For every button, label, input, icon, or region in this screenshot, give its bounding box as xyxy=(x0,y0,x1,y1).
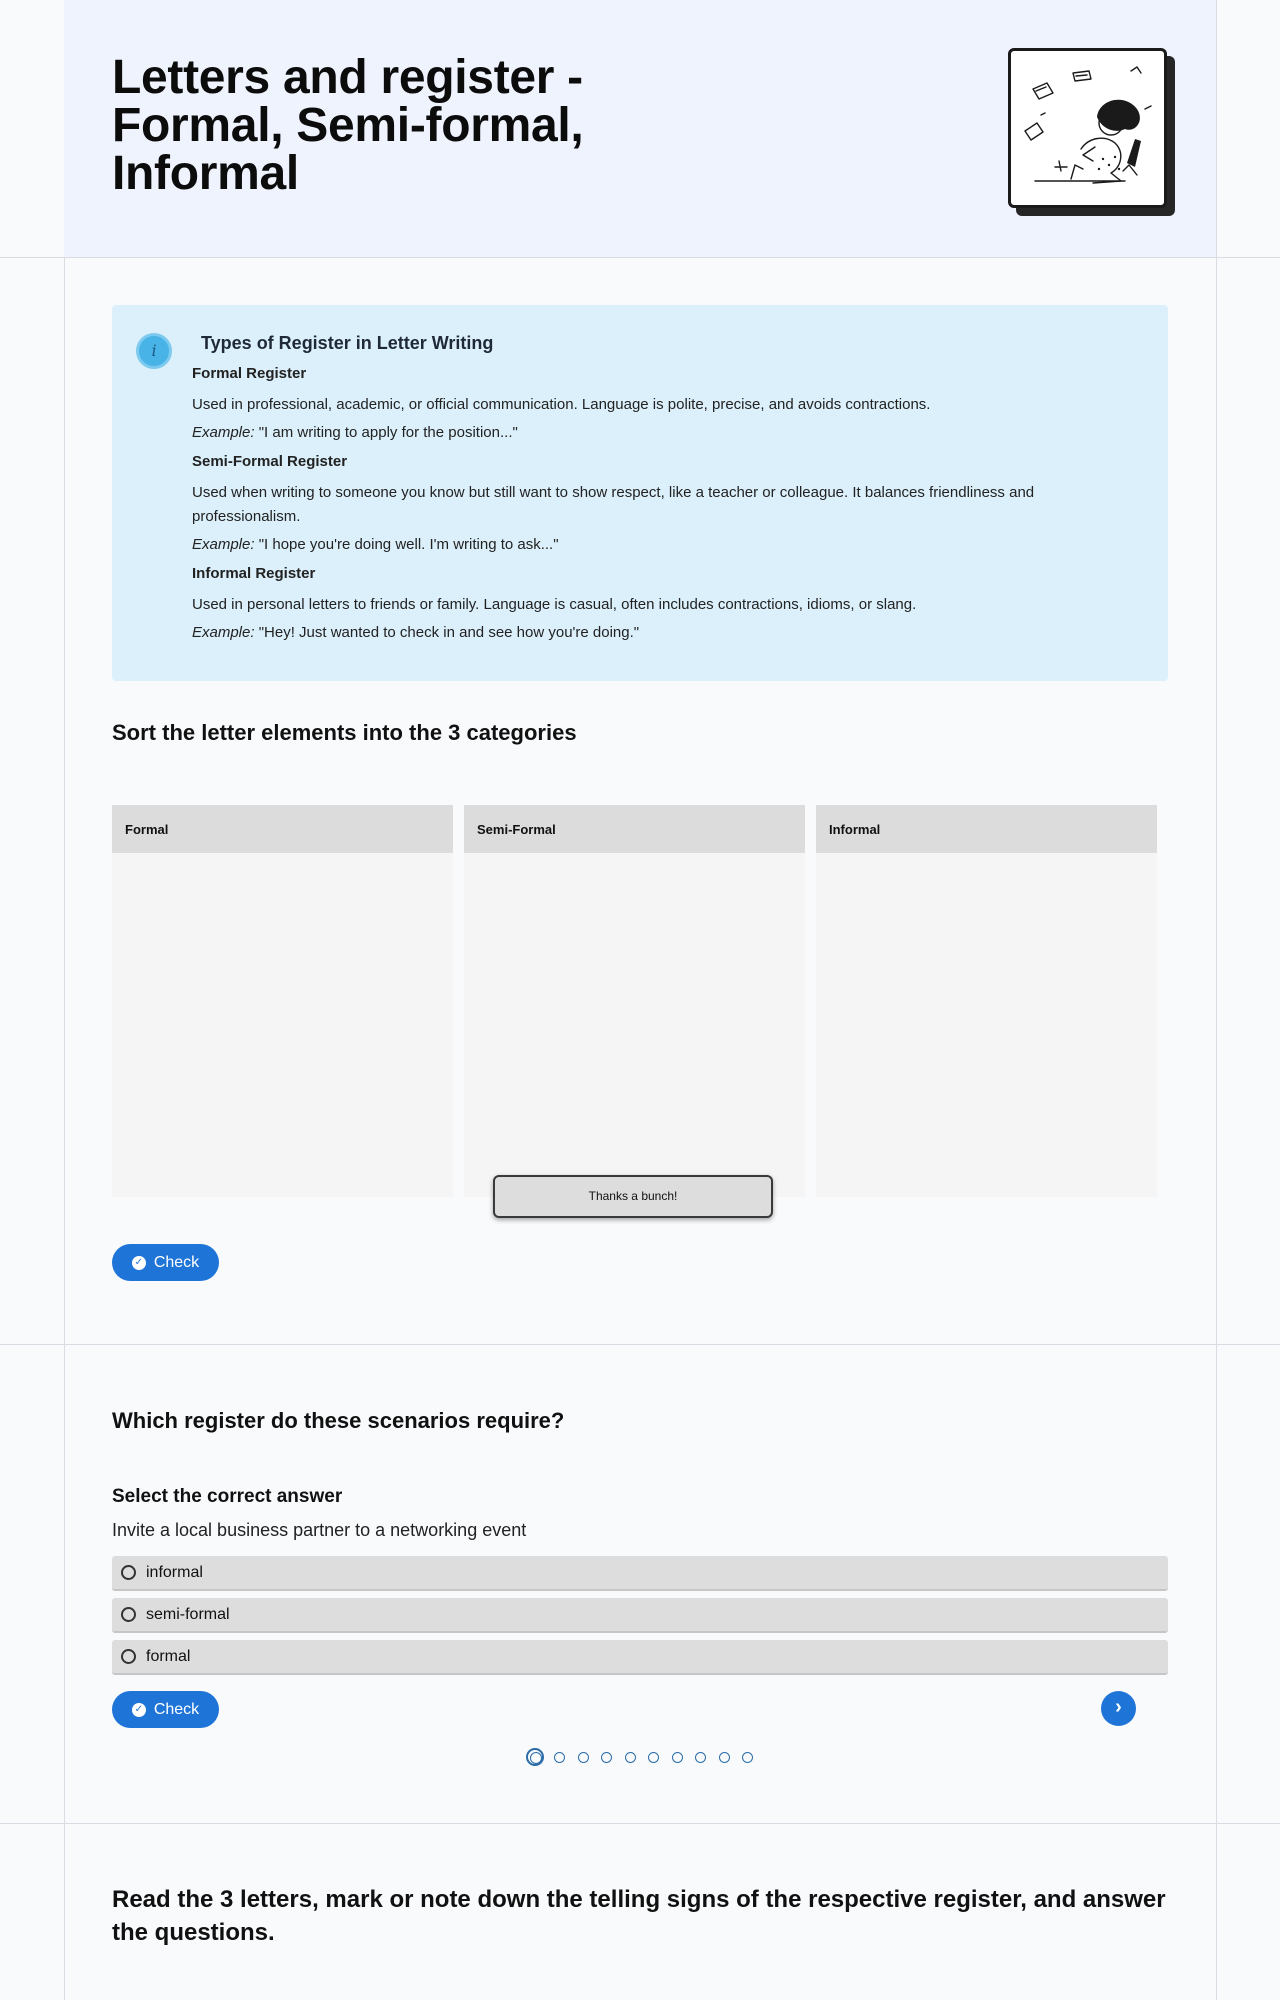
info-body xyxy=(192,364,1132,652)
chevron-right-icon: › xyxy=(1115,1696,1122,1718)
semi-formal-text: Used when writing to someone you know but still want to show respect, like a teacher or colleague. It balances friendliness and professionalism. xyxy=(192,484,1035,525)
example-text: "I am writing to apply for the position..." xyxy=(258,424,518,441)
pager-dot[interactable] xyxy=(742,1752,753,1763)
illustration-graphic xyxy=(1011,51,1164,205)
answer-option-formal[interactable] xyxy=(112,1640,1168,1675)
formal-text: Used in professional, academic, or official communication. Language is polite, precise, and avoids contractions. xyxy=(192,396,931,413)
check-circle-icon: ✓ xyxy=(132,1256,146,1270)
register-info-box xyxy=(112,305,1168,681)
header-divider xyxy=(0,257,1280,258)
check-circle-icon: ✓ xyxy=(132,1703,146,1717)
formal-example xyxy=(192,423,1132,443)
radio-button[interactable] xyxy=(121,1649,136,1664)
check-button-label: Check xyxy=(153,1700,200,1718)
sort-title: Sort the letter elements into the 3 categories xyxy=(112,720,577,745)
info-title: Types of Register in Letter Writing xyxy=(201,333,494,353)
page-header xyxy=(64,0,1216,257)
pager-dot[interactable] xyxy=(695,1752,706,1763)
example-label: Example: xyxy=(192,424,255,441)
semi-formal-example xyxy=(192,535,1132,555)
pager-dot[interactable] xyxy=(672,1752,683,1763)
page-title: Letters and register - Formal, Semi-formal, Informal xyxy=(112,51,584,200)
section-divider xyxy=(0,1344,1280,1345)
option-label: informal xyxy=(146,1563,203,1581)
person-writing-illustration xyxy=(1008,48,1167,208)
question-pager xyxy=(526,1748,766,1766)
drop-zone-label: Formal xyxy=(112,805,453,853)
question-title: Select the correct answer xyxy=(112,1486,343,1507)
example-label: Example: xyxy=(192,536,255,553)
example-text: "Hey! Just wanted to check in and see how you're doing." xyxy=(258,624,640,641)
check-button-label: Check xyxy=(153,1253,200,1271)
drop-zone-label: Semi-Formal xyxy=(464,805,805,853)
option-label: formal xyxy=(146,1647,191,1665)
info-icon: i xyxy=(136,333,172,369)
pager-dot[interactable] xyxy=(601,1752,612,1763)
next-question-button[interactable] xyxy=(1101,1691,1136,1726)
letters-title: Read the 3 letters, mark or note down the telling signs of the respective register, and answer the questions. xyxy=(112,1886,1166,1946)
informal-heading: Informal Register xyxy=(192,565,316,582)
quiz-title: Which register do these scenarios require? xyxy=(112,1408,565,1433)
formal-heading: Formal Register xyxy=(192,365,307,382)
pager-dot[interactable] xyxy=(578,1752,589,1763)
example-label: Example: xyxy=(192,624,255,641)
informal-text: Used in personal letters to friends or family. Language is casual, often includes contractions, idioms, or slang. xyxy=(192,596,917,613)
quiz-check-button[interactable] xyxy=(112,1691,219,1728)
example-text: "I hope you're doing well. I'm writing to ask..." xyxy=(258,536,559,553)
drop-zone-semi-formal[interactable] xyxy=(464,805,805,1197)
sort-check-button[interactable] xyxy=(112,1244,219,1281)
drop-zone-label: Informal xyxy=(816,805,1157,853)
frame-line-left xyxy=(64,0,65,2000)
answer-option-semi-formal[interactable] xyxy=(112,1598,1168,1633)
section-divider xyxy=(0,1823,1280,1824)
drop-zone-informal[interactable] xyxy=(816,805,1157,1197)
draggable-letter-element[interactable]: Thanks a bunch! xyxy=(493,1175,773,1218)
pager-dot[interactable] xyxy=(648,1752,659,1763)
radio-button[interactable] xyxy=(121,1607,136,1622)
answer-option-informal[interactable] xyxy=(112,1556,1168,1591)
pager-dot[interactable] xyxy=(719,1752,730,1763)
frame-line-right xyxy=(1216,0,1217,2000)
drop-zone-formal[interactable] xyxy=(112,805,453,1197)
question-prompt: Invite a local business partner to a networking event xyxy=(112,1520,527,1540)
option-label: semi-formal xyxy=(146,1605,230,1623)
pager-dot[interactable] xyxy=(526,1748,544,1766)
informal-example xyxy=(192,623,1132,643)
semi-formal-heading: Semi-Formal Register xyxy=(192,453,348,470)
pager-dot[interactable] xyxy=(554,1752,565,1763)
pager-dot[interactable] xyxy=(625,1752,636,1763)
radio-button[interactable] xyxy=(121,1565,136,1580)
